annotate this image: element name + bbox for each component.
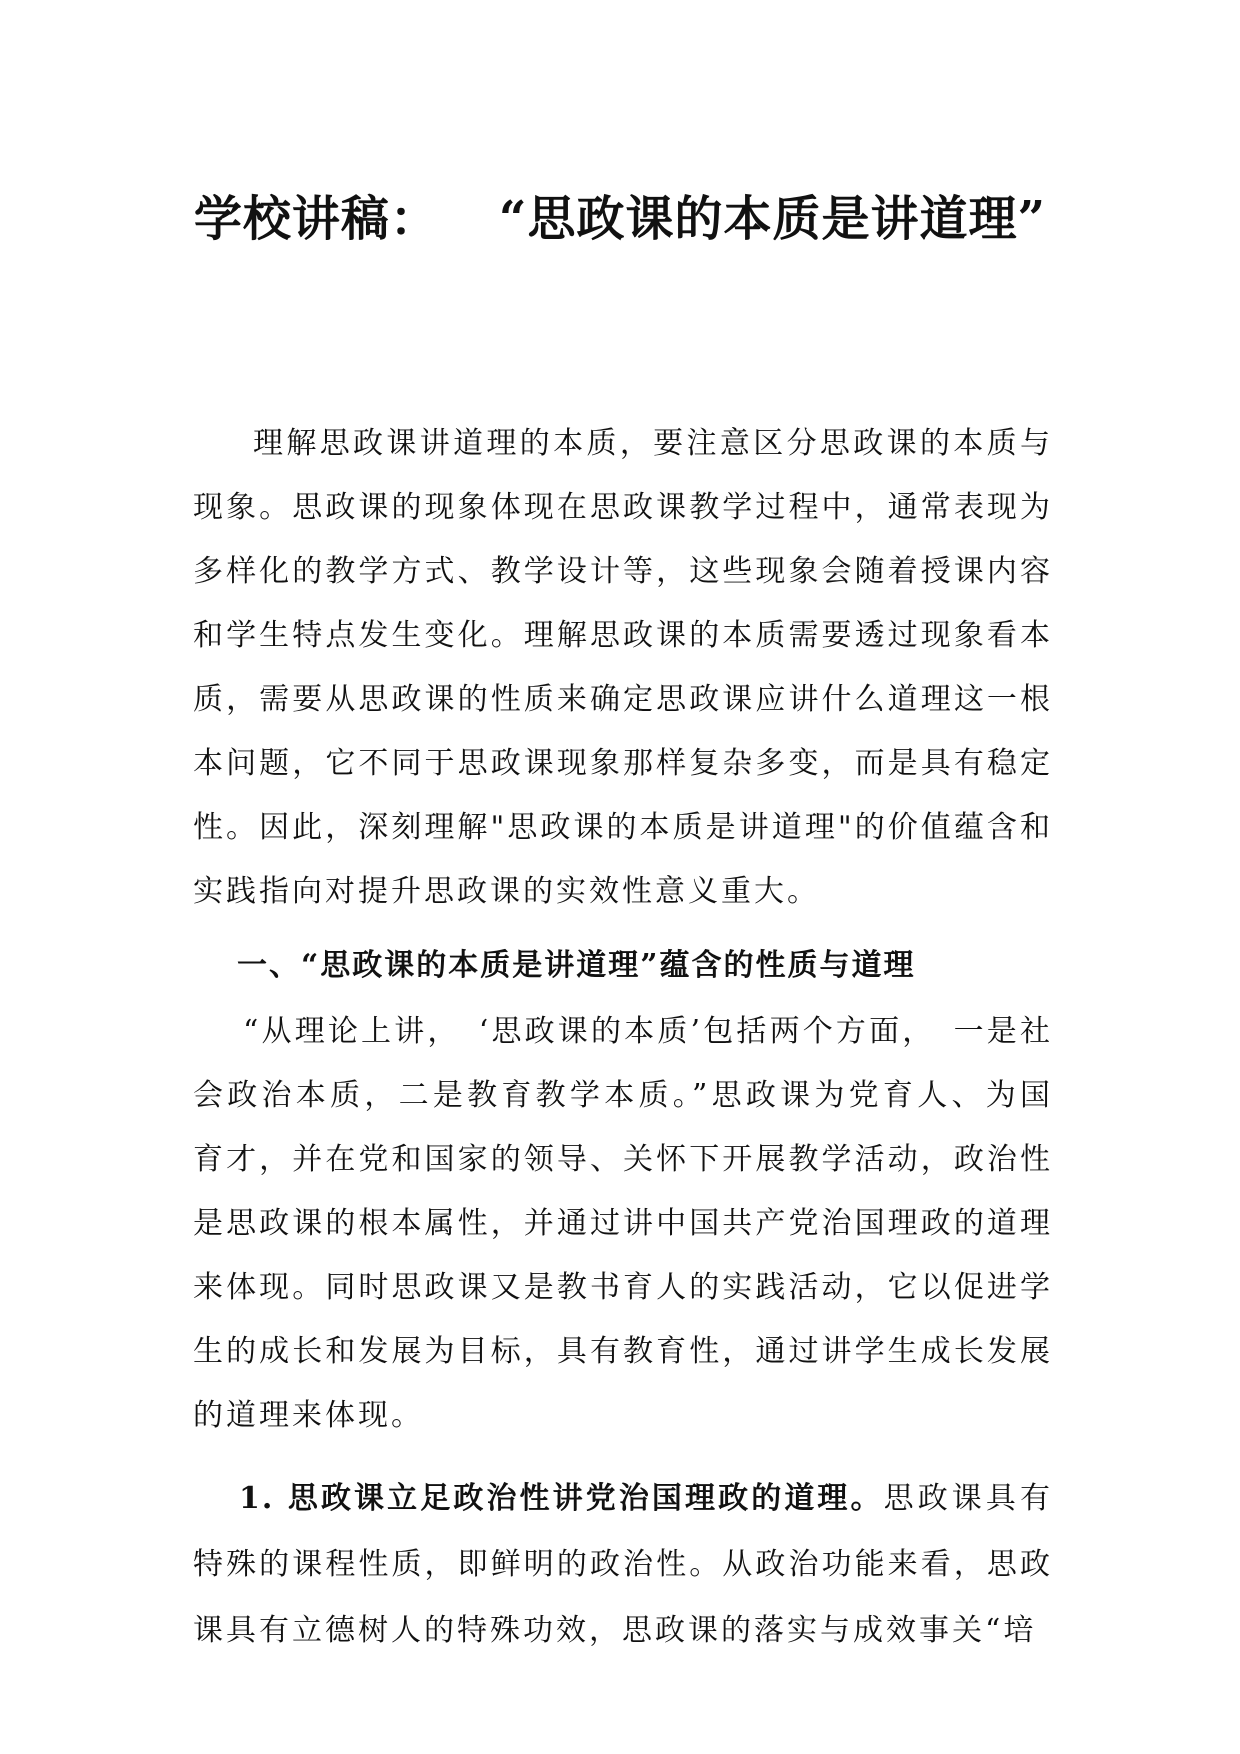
title-prefix: 学校讲稿： [193,191,439,247]
section-heading-1: 一、“思政课的本质是讲道理”蕴含的性质与道理 [237,948,916,983]
document-body [193,412,1053,1664]
subpoint-heading-1: 1. 思政课立足政治性讲党治国理政的道理。 [239,1481,884,1516]
section-paragraph-1: “从理论上讲， ‘思政课的本质’包括两个方面， 一是社会政治本质，二是教育教学本质。”思政课为党育人、为国育才，并在党和国家的领导、关怀下开展教学活动，政治性是思政课的根本属性，并通过讲中国共产党治国理政的道理来体现。同时思政课又是教书育人的实践活动，它以促进学生的成长和发展为目标，具有教育性，通过讲学生成长发展的道理来体现。 [193,1014,1053,1433]
title-main: “思政课的本质是讲道理” [498,191,1047,247]
subpoint-paragraph-1 [193,1466,1053,1664]
subpoint-text-1: 思政课具有特殊的课程性质，即鲜明的政治性。从政治功能来看，思政课具有立德树人的特殊功效，思政课的落实与成效事关“培 [193,1481,1053,1648]
intro-paragraph: 理解思政课讲道理的本质，要注意区分思政课的本质与现象。思政课的现象体现在思政课教学过程中，通常表现为多样化的教学方式、教学设计等，这些现象会随着授课内容和学生特点发生变化。理解思政课的本质需要透过现象看本质，需要从思政课的性质来确定思政课应讲什么道理这一根本问题，它不同于思政课现象那样复杂多变，而是具有稳定性。因此，深刻理解"思政课的本质是讲道理"的价值蕴含和实践指向对提升思政课的实效性意义重大。 [193,426,1053,909]
document-title [0,186,1240,252]
